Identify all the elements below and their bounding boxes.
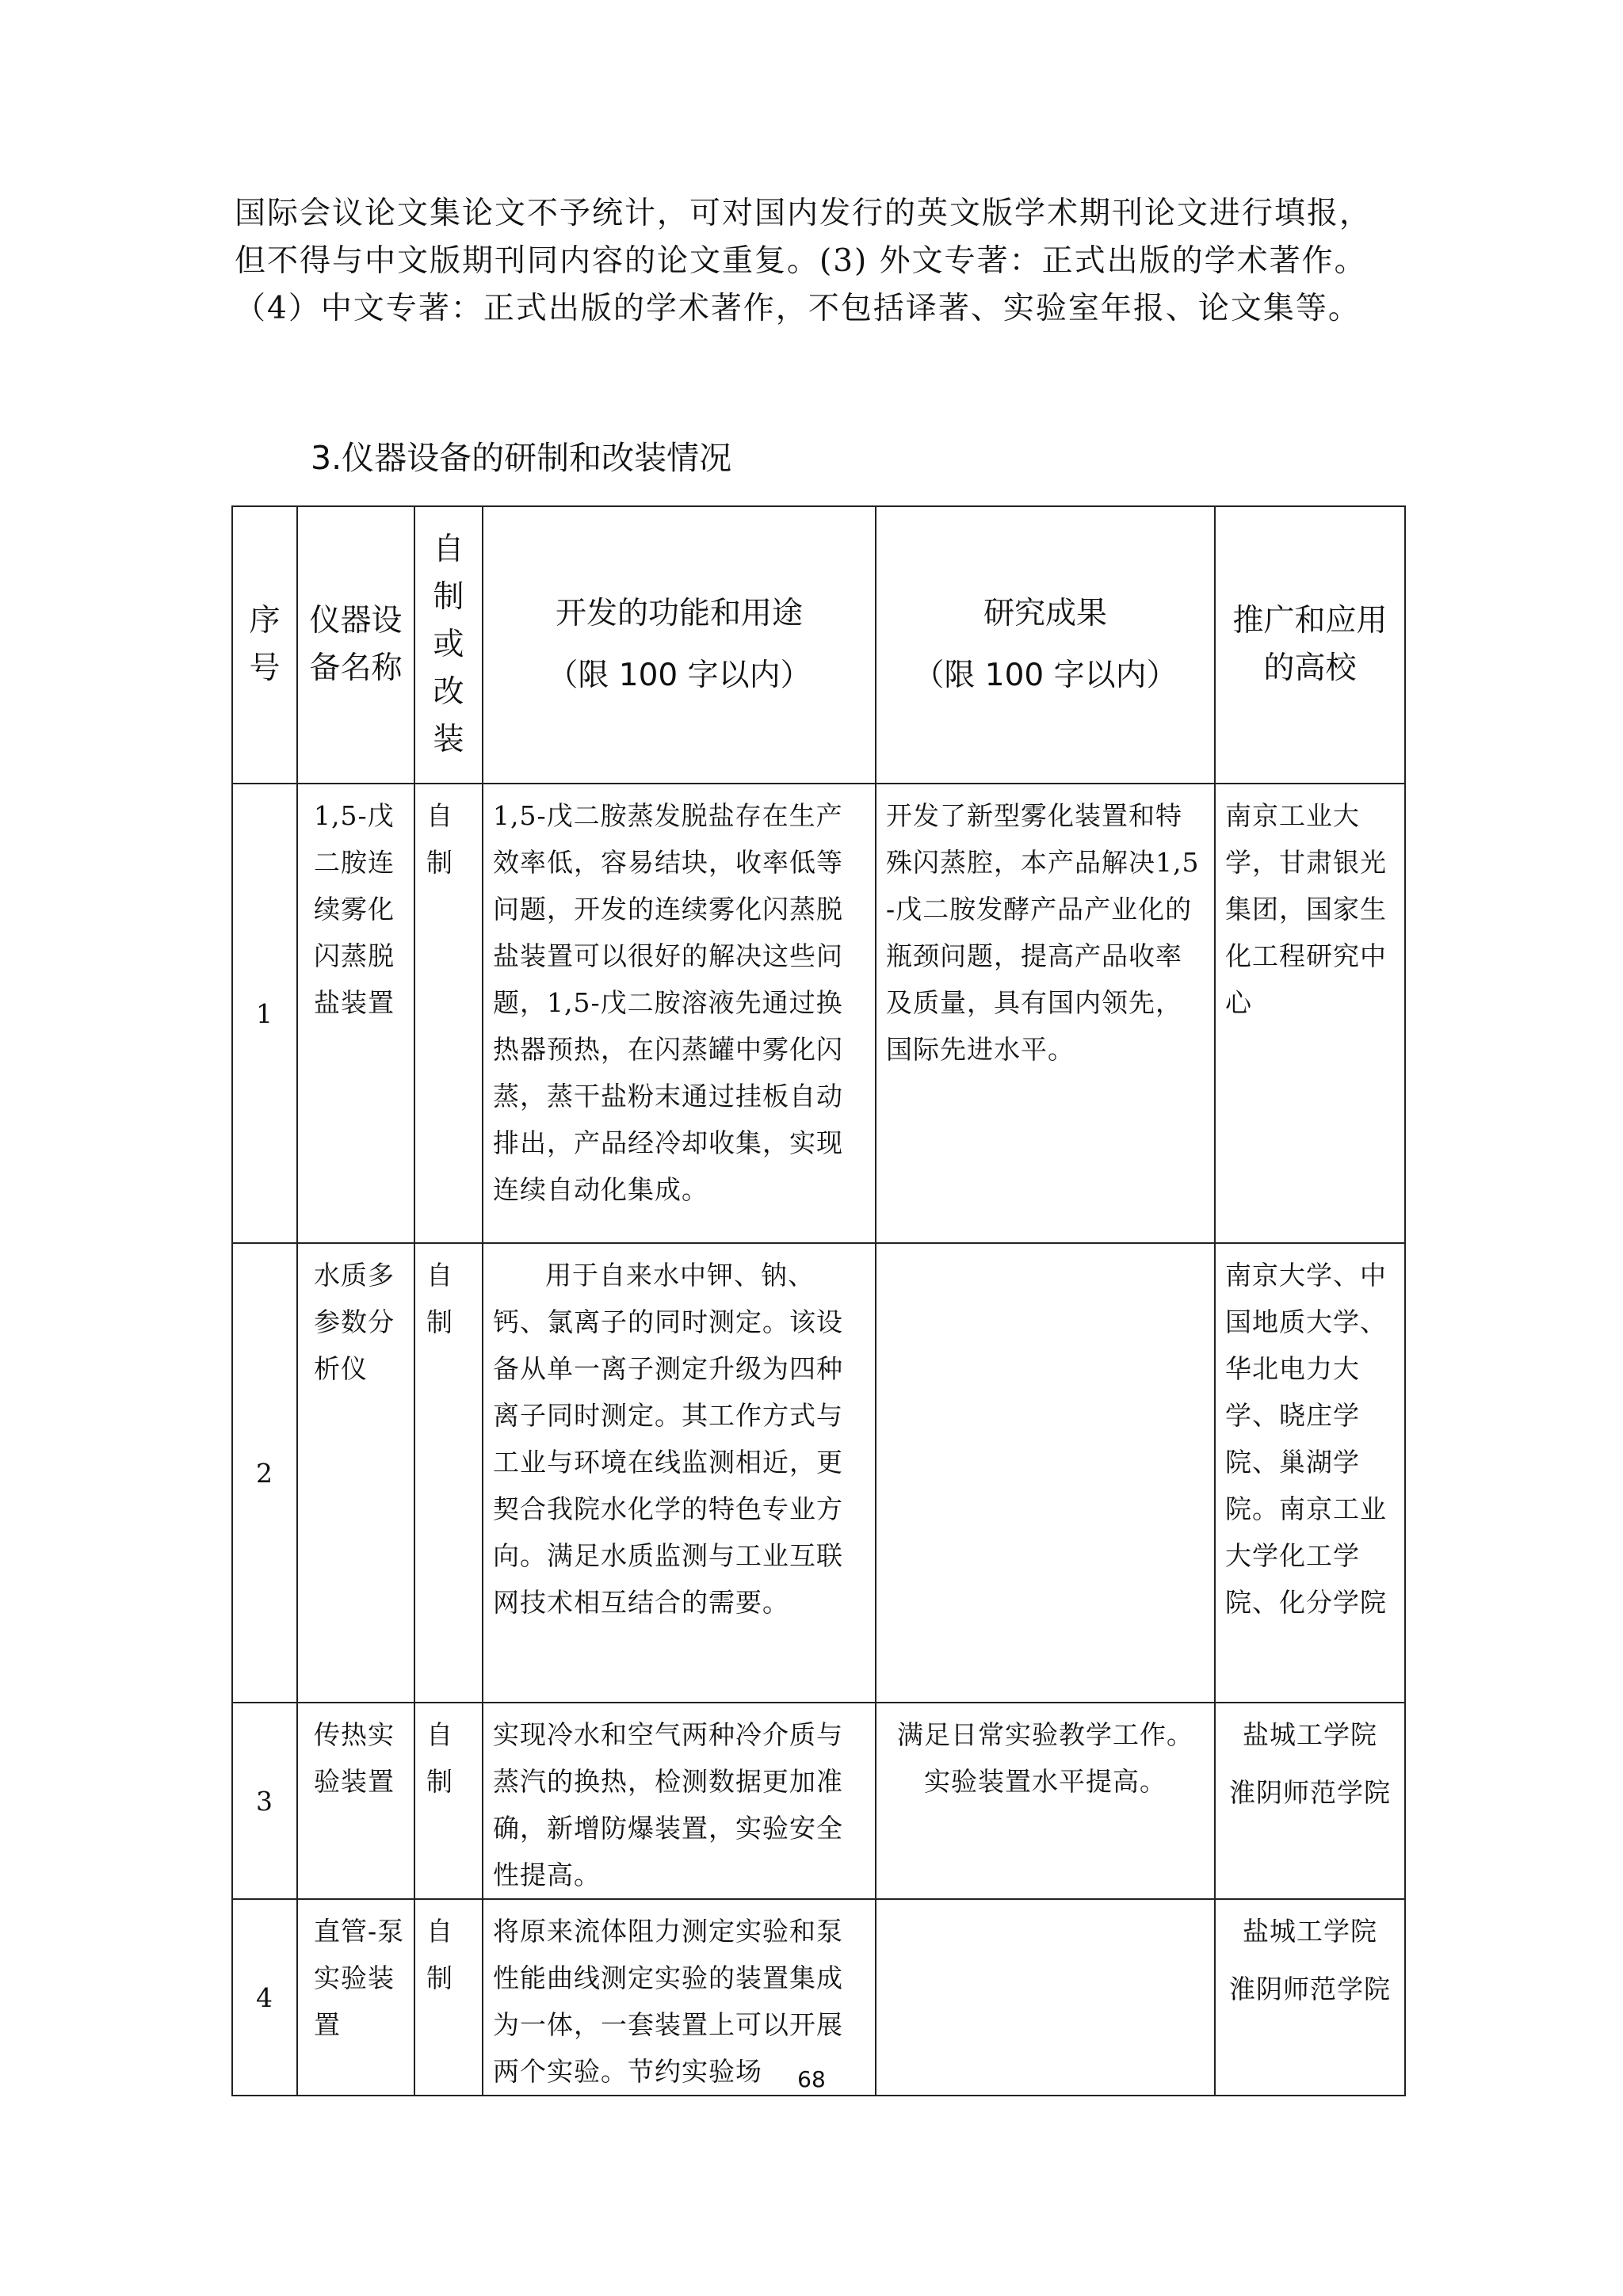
- intro-line: 国际会议论文集论文不予统计，可对国内发行的英文版学术期刊论文进行填报，: [235, 196, 1373, 231]
- header-function-title: 开发的功能和用途: [555, 596, 803, 631]
- header-result-title: 研究成果: [983, 596, 1107, 631]
- device-result: [876, 1243, 1215, 1703]
- device-schools: 南京工业大学，甘肃银光集团，国家生化工程研究中心: [1215, 784, 1405, 1243]
- row-number: 2: [232, 1243, 297, 1703]
- header-result-note: （限 100 字以内）: [913, 658, 1178, 693]
- intro-line: 但不得与中文版期刊同内容的论文重复。(3) 外文专著：正式出版的学术著作。: [235, 243, 1367, 279]
- header-function: [483, 506, 876, 784]
- page-number: 68: [797, 2066, 826, 2092]
- device-type: 自制: [414, 784, 483, 1243]
- header-schools: 推广和应用的高校: [1215, 506, 1405, 784]
- school-name: 淮阴师范学院: [1229, 1777, 1391, 1808]
- school-name: 淮阴师范学院: [1229, 1974, 1391, 2004]
- intro-paragraph: [235, 190, 1407, 333]
- equipment-table: [231, 505, 1406, 2096]
- header-result: [876, 506, 1215, 784]
- device-name: 直管-泵实验装置: [297, 1899, 414, 2096]
- device-function: 1,5-戊二胺蒸发脱盐存在生产效率低，容易结块，收率低等问题，开发的连续雾化闪蒸脱盐装置可以很好的解决这些问题，1,5-戊二胺溶液先通过换热器预热，在闪蒸罐中雾化闪蒸，蒸干盐粉末通过挂板自动排出，产品经冷却收集，实现连续自动化集成。: [483, 784, 876, 1243]
- school-name: 盐城工学院: [1243, 1719, 1377, 1750]
- intro-line: （4）中文专著：正式出版的学术著作，不包括译著、实验室年报、论文集等。: [235, 291, 1361, 326]
- device-name: 1,5-戊二胺连续雾化闪蒸脱盐装置: [297, 784, 414, 1243]
- device-result: 满足日常实验教学工作。实验装置水平提高。: [876, 1703, 1215, 1899]
- device-type: 自制: [414, 1703, 483, 1899]
- device-function: 实现冷水和空气两种冷介质与蒸汽的换热，检测数据更加准确，新增防爆装置，实验安全性提高。: [483, 1703, 876, 1899]
- device-type: 自制: [414, 1243, 483, 1703]
- school-name: 盐城工学院: [1243, 1916, 1377, 1947]
- device-result: 开发了新型雾化装置和特殊闪蒸腔，本产品解决1,5-戊二胺发酵产品产业化的瓶颈问题，提高产品收率及质量，具有国内领先，国际先进水平。: [876, 784, 1215, 1243]
- table-header-row: [232, 506, 1405, 784]
- table-row: [232, 1703, 1405, 1899]
- header-no: 序号: [232, 506, 297, 784]
- header-function-note: （限 100 字以内）: [547, 658, 812, 693]
- device-name: 水质多参数分析仪: [297, 1243, 414, 1703]
- header-device-name: 仪器设备名称: [297, 506, 414, 784]
- row-number: 4: [232, 1899, 297, 2096]
- header-self-made-or-modified: 自制或改装: [414, 506, 483, 784]
- table-row: [232, 1243, 1405, 1703]
- row-number: 1: [232, 784, 297, 1243]
- device-type: 自制: [414, 1899, 483, 2096]
- device-schools: [1215, 1703, 1405, 1899]
- device-function: 将原来流体阻力测定实验和泵性能曲线测定实验的装置集成为一体，一套装置上可以开展两个实验。节约实验场: [483, 1899, 876, 2096]
- row-number: 3: [232, 1703, 297, 1899]
- table-row: [232, 784, 1405, 1243]
- device-schools: 南京大学、中国地质大学、华北电力大学、晓庄学院、巢湖学院。南京工业大学化工学院、化分学院: [1215, 1243, 1405, 1703]
- section-title: 3.仪器设备的研制和改装情况: [311, 439, 732, 477]
- device-function: 用于自来水中钾、钠、钙、氯离子的同时测定。该设备从单一离子测定升级为四种离子同时测定。其工作方式与工业与环境在线监测相近，更契合我院水化学的特色专业方向。满足水质监测与工业互联网技术相互结合的需要。: [483, 1243, 876, 1703]
- device-name: 传热实验装置: [297, 1703, 414, 1899]
